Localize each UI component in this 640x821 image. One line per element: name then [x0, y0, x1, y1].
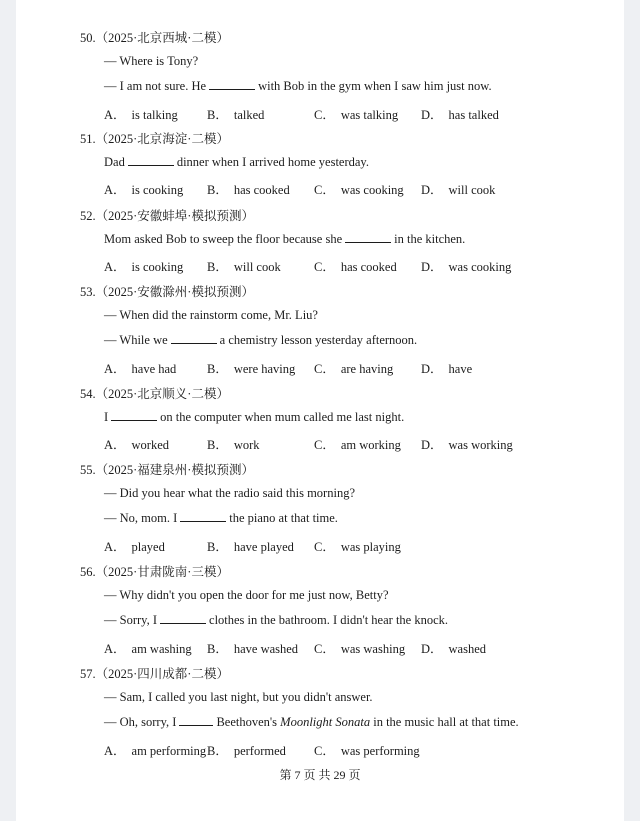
option-letter: A．: [104, 539, 126, 554]
option-text: is cooking: [131, 183, 184, 197]
question-text-line: [104, 54, 198, 69]
question-header: [80, 384, 229, 402]
line-text-continued: clothes in the bathroom. I didn't hear the knock.: [209, 613, 449, 627]
answer-option: [421, 105, 499, 123]
question-source: （2025·北京西城·二模）: [95, 31, 229, 45]
option-text: am washing: [131, 641, 192, 656]
option-letter: C．: [314, 361, 335, 376]
answer-option: [104, 537, 165, 555]
question-text-line: [104, 486, 355, 501]
answer-option: [421, 359, 472, 377]
answer-option: [421, 180, 495, 198]
answer-option: [314, 435, 401, 453]
line-text: — No, mom. I: [104, 511, 178, 525]
answer-option: [314, 359, 393, 377]
option-letter: D．: [421, 438, 443, 452]
question-text-line: [104, 232, 465, 247]
option-letter: A．: [104, 183, 126, 197]
option-letter: B．: [207, 743, 228, 758]
italic-title: Moonlight Sonata: [280, 715, 371, 729]
answer-blank: [209, 80, 255, 90]
answer-option: [421, 639, 486, 657]
question-source: （2025·甘肃陇南·三模）: [95, 565, 229, 579]
option-letter: D．: [421, 183, 443, 197]
line-text-continued: Beethoven's: [216, 715, 278, 729]
answer-option: [207, 741, 286, 759]
option-text: played: [131, 539, 165, 554]
question-header: [80, 562, 229, 580]
answer-option: [104, 741, 206, 759]
option-letter: D．: [421, 641, 443, 656]
answer-option: [207, 105, 264, 123]
option-text: is cooking: [131, 260, 184, 274]
line-text: — Oh, sorry, I: [104, 715, 177, 729]
question-header: [80, 206, 254, 224]
question-source: （2025·安徽滁州·模拟预测）: [95, 285, 254, 299]
line-text-continued: on the computer when mum called me last night.: [160, 409, 405, 424]
option-letter: B．: [207, 539, 228, 554]
option-letter: B．: [207, 260, 228, 274]
question-number: 51.: [80, 132, 96, 146]
line-text-continued: in the kitchen.: [394, 231, 466, 246]
option-letter: A．: [104, 641, 126, 656]
question-source: （2025·四川成都·二模）: [95, 667, 229, 681]
answer-option: [421, 435, 513, 453]
option-text: has cooked: [233, 183, 290, 197]
answer-option: [104, 105, 178, 123]
question-text-line: [104, 690, 373, 705]
line-text-continued: dinner when I arrived home yesterday.: [176, 154, 369, 169]
answer-option: [207, 639, 298, 657]
answer-option: [207, 537, 294, 555]
line-text-continued: a chemistry lesson yesterday afternoon.: [219, 333, 418, 347]
line-text: — Sam, I called you last night, but you didn't answer.: [104, 689, 373, 704]
option-letter: B．: [207, 183, 228, 197]
question-number: 50.: [80, 31, 96, 45]
option-text: worked: [131, 438, 170, 452]
option-letter: D．: [421, 361, 443, 376]
line-text-continued: the piano at that time.: [229, 511, 338, 525]
question-text-line: [104, 333, 417, 348]
question-number: 54.: [80, 387, 96, 401]
question-text-line: [104, 511, 338, 526]
question-header: [80, 129, 229, 147]
option-letter: C．: [314, 260, 335, 274]
option-text: was playing: [340, 539, 401, 554]
question-source: （2025·安徽蚌埠·模拟预测）: [95, 209, 254, 223]
question-header: [80, 282, 254, 300]
answer-option: [104, 180, 183, 198]
question-text-line: [104, 155, 369, 170]
option-text: talked: [233, 107, 265, 122]
answer-option: [104, 639, 192, 657]
question-number: 52.: [80, 209, 96, 223]
answer-blank: [128, 156, 174, 166]
answer-blank: [160, 614, 206, 624]
option-text: performed: [233, 743, 286, 758]
line-text: I: [104, 409, 109, 424]
line-text: — Why didn't you open the door for me just now, Betty?: [104, 587, 389, 602]
option-letter: C．: [314, 539, 335, 554]
option-text: have: [448, 361, 473, 376]
option-text: will cook: [233, 260, 281, 274]
question-source: （2025·福建泉州·模拟预测）: [95, 463, 254, 477]
option-text: is talking: [131, 107, 178, 122]
answer-blank: [171, 334, 217, 344]
page-footer: 第 7 页 共 29 页: [279, 768, 361, 782]
answer-option: [104, 435, 169, 453]
option-text: was cooking: [448, 260, 512, 274]
line-text: — Sorry, I: [104, 613, 158, 627]
answer-option: [104, 257, 183, 275]
line-text: — Where is Tony?: [104, 53, 199, 68]
option-text: are having: [340, 361, 394, 376]
option-text: has talked: [448, 107, 499, 122]
option-letter: B．: [207, 438, 228, 452]
option-letter: C．: [314, 183, 335, 197]
answer-option: [314, 537, 401, 555]
question-number: 55.: [80, 463, 96, 477]
option-text: have played: [233, 539, 294, 554]
answer-blank: [179, 716, 213, 726]
question-text-line: [104, 588, 389, 603]
option-letter: C．: [314, 438, 335, 452]
option-letter: B．: [207, 107, 228, 122]
option-text: work: [233, 438, 260, 452]
question-header: [80, 460, 254, 478]
question-text-line: [104, 410, 404, 425]
answer-option: [314, 257, 397, 275]
option-letter: A．: [104, 361, 126, 376]
option-letter: A．: [104, 107, 126, 122]
question-header: [80, 664, 229, 682]
answer-option: [207, 359, 295, 377]
option-letter: C．: [314, 743, 335, 758]
answer-option: [104, 359, 176, 377]
answer-option: [421, 257, 511, 275]
answer-option: [314, 105, 398, 123]
line-text: Dad: [104, 154, 125, 169]
question-number: 57.: [80, 667, 96, 681]
option-text: were having: [233, 361, 296, 376]
option-letter: A．: [104, 260, 126, 274]
question-text-line: [104, 613, 448, 628]
option-letter: D．: [421, 107, 443, 122]
question-number: 53.: [80, 285, 96, 299]
answer-option: [314, 741, 420, 759]
option-letter: B．: [207, 641, 228, 656]
line-text: Mom asked Bob to sweep the floor because she: [104, 231, 343, 246]
answer-blank: [345, 233, 391, 243]
answer-blank: [180, 512, 226, 522]
question-text-line: [104, 79, 492, 94]
option-text: am performing: [131, 743, 207, 758]
option-text: am working: [340, 438, 401, 452]
line-text: — When did the rainstorm come, Mr. Liu?: [104, 307, 318, 322]
line-text-tail: in the music hall at that time.: [373, 715, 519, 729]
option-text: was working: [448, 438, 513, 452]
option-text: was talking: [340, 107, 399, 122]
answer-blank: [111, 411, 157, 421]
option-text: will cook: [448, 183, 496, 197]
question-number: 56.: [80, 565, 96, 579]
option-text: has cooked: [340, 260, 397, 274]
option-text: was cooking: [340, 183, 404, 197]
question-source: （2025·北京海淀·二模）: [95, 132, 229, 146]
option-letter: A．: [104, 743, 126, 758]
answer-option: [207, 257, 281, 275]
exam-page: [16, 0, 624, 821]
question-source: （2025·北京顺义·二模）: [95, 387, 229, 401]
option-text: washed: [448, 641, 487, 656]
question-header: [80, 28, 229, 46]
option-text: have washed: [233, 641, 299, 656]
answer-option: [314, 639, 405, 657]
line-text: — While we: [104, 333, 168, 347]
option-letter: A．: [104, 438, 126, 452]
line-text: — Did you hear what the radio said this morning?: [104, 485, 355, 500]
answer-option: [207, 435, 260, 453]
question-text-line: [104, 308, 318, 323]
line-text: — I am not sure. He: [104, 79, 207, 93]
option-letter: C．: [314, 107, 335, 122]
option-letter: B．: [207, 361, 228, 376]
answer-option: [314, 180, 404, 198]
line-text-continued: with Bob in the gym when I saw him just now.: [258, 79, 492, 93]
answer-option: [207, 180, 290, 198]
option-text: was performing: [340, 743, 420, 758]
option-text: have had: [131, 361, 177, 376]
question-text-line: [104, 715, 519, 730]
option-text: was washing: [340, 641, 406, 656]
option-letter: D．: [421, 260, 443, 274]
option-letter: C．: [314, 641, 335, 656]
